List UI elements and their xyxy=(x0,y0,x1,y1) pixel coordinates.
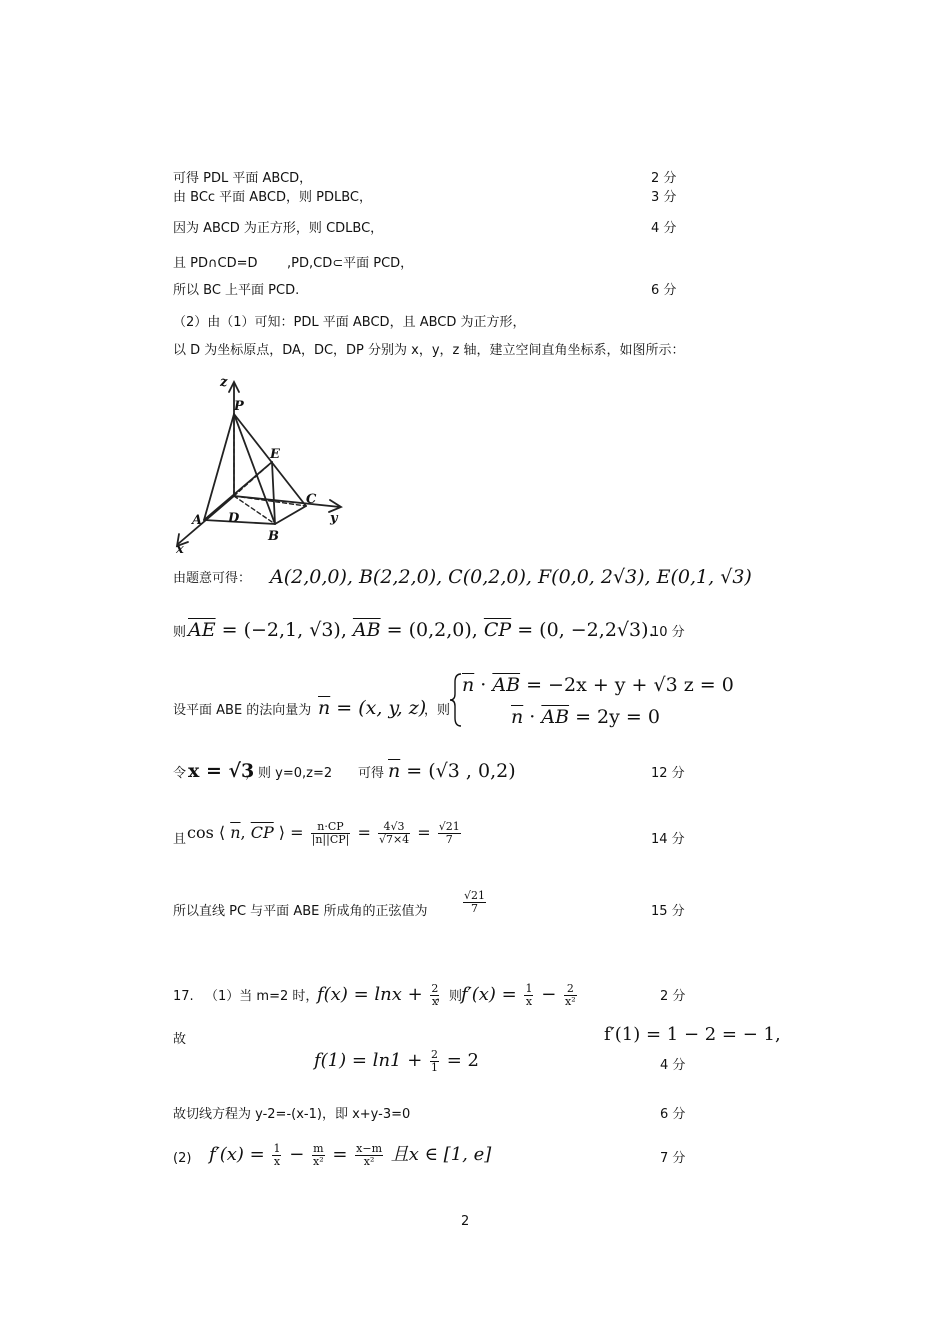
label-p: P xyxy=(234,399,244,414)
sine-value: $\frac{√21}{7}$ xyxy=(464,888,486,915)
vector-cp: $\overline{CP}$ xyxy=(483,619,512,641)
page-number: 2 xyxy=(461,1214,470,1229)
score-4: 4 分 xyxy=(651,221,677,236)
sine-conclusion: 所以直线 PC 与平面 ABE 所成角的正弦值为 xyxy=(173,904,428,919)
label-e: E xyxy=(270,447,280,462)
obtain-label: 可得 xyxy=(358,766,385,781)
normal-then: ，则 xyxy=(424,703,451,718)
derivative-f: f′(x) = $\frac{1}{x}$ − $\frac{2}{\text{x²}}$ xyxy=(461,981,576,1008)
line-square: 因为 ABCD 为正方形，则 CDLBC， xyxy=(173,221,384,236)
label-a: A xyxy=(192,513,203,528)
label-d: D xyxy=(228,511,240,526)
part2-label: (2) xyxy=(173,1151,192,1166)
line-bc-perp-pcd: 所以 BC 上平面 PCD. xyxy=(173,283,300,298)
label-y: y xyxy=(330,511,338,526)
system-eq1: $\overline{n} \cdot \overline{AB} = -2x + y + √3$ z = 0 xyxy=(462,674,734,696)
system-brace xyxy=(449,672,463,728)
score-17-6: 6 分 xyxy=(660,1107,686,1122)
given-points-label: 由题意可得： xyxy=(173,571,252,586)
line-pd-perp-plane: 可得 PDL 平面 ABCD， xyxy=(173,171,313,186)
line-intersection-plane: ,PD,CD⊂平面 PCD， xyxy=(287,256,414,271)
let-then: ，则 y=0,z=2 xyxy=(245,766,333,781)
score-17-2: 2 分 xyxy=(660,989,686,1004)
label-c: C xyxy=(306,492,317,507)
problem-17-then: ，则 xyxy=(436,989,463,1004)
score-14: 14 分 xyxy=(651,832,685,847)
score-2: 2 分 xyxy=(651,171,677,186)
label-z: z xyxy=(220,375,228,390)
derivative-at-1: f′(1) = 1 − 2 = − 1, xyxy=(604,1024,781,1045)
problem-17-number: 17. xyxy=(173,989,194,1004)
part2-derivative: f′(x) = $\frac{1}{x}$ − $\frac{m}{\text{x²}}$ = $\frac{x-m}{\text{x²}}$ 且x ∈ [1, e] xyxy=(209,1141,492,1168)
label-x: x xyxy=(176,542,184,557)
score-17-7: 7 分 xyxy=(660,1151,686,1166)
score-10: 10 分 xyxy=(651,625,685,640)
vector-ab: $\overline{AB}$ xyxy=(352,619,381,641)
function-f: f(x) = lnx + $\frac{2}{x}$ xyxy=(317,981,439,1008)
vectors-expression: $\overline{AE} = (-2,1$, √3), $\overline{AB} = (0,2,0)$, $\overline{CP} = (0$, −2,2√3). xyxy=(188,619,655,641)
score-6: 6 分 xyxy=(651,283,677,298)
edge-pb xyxy=(234,414,275,524)
therefore-label: 故 xyxy=(173,1032,187,1047)
score-12: 12 分 xyxy=(651,766,685,781)
given-points: A(2,0,0), B(2,2,0), C(0,2,0), F(0,0, 2√3), E(0,1, √3) xyxy=(270,566,752,588)
edge-dc xyxy=(234,496,306,506)
pyramid-figure xyxy=(168,372,353,557)
line-bc-in-plane: 由 BCc 平面 ABCD，则 PDLBC， xyxy=(173,190,372,205)
system-eq2: $\overline{n} \cdot \overline{AB} = 2y = 0$ xyxy=(511,706,660,728)
normal-vector-label: 设平面 ABE 的法向量为 xyxy=(173,703,312,718)
score-3: 3 分 xyxy=(651,190,677,205)
cos-expression: cos ⟨ $\overline{n}$, $\overline{CP}$ ⟩ = $\frac{n\cdot CP}{|n||CP|}$ = $\frac{4√3}{√7\times 4}$ = $\frac{√21}{7}$ xyxy=(187,820,460,846)
part2-intro: （2）由（1）可知：PDL 平面 ABCD，且 ABCD 为正方形， xyxy=(173,315,526,330)
normal-vector: $\overline{n} = (x$, y, z) xyxy=(318,697,427,719)
tangent-line: 故切线方程为 y-2=-(x-1)，即 x+y-3=0 xyxy=(173,1107,411,1122)
edge-ab xyxy=(204,520,275,524)
cos-prefix: 且 xyxy=(173,832,187,847)
score-17-4: 4 分 xyxy=(660,1058,686,1073)
score-15: 15 分 xyxy=(651,904,685,919)
problem-17-part1: （1）当 m=2 时， xyxy=(205,989,319,1004)
edge-pa xyxy=(204,414,234,520)
vectors-prefix: 则 xyxy=(173,625,187,640)
vector-ae: $\overline{AE}$ xyxy=(188,619,216,641)
f-at-1: f(1) = ln1 + $\frac{2}{1}$ = 2 xyxy=(314,1047,479,1074)
let-prefix: 令 xyxy=(173,766,187,781)
label-b: B xyxy=(268,529,279,544)
let-x: x = √3 xyxy=(188,760,255,782)
edge-bc xyxy=(275,506,306,524)
normal-result: $\overline{n} = (√3$ , 0,2) xyxy=(388,760,516,782)
line-intersection: 且 PD∩CD=D xyxy=(173,256,258,271)
coordinate-system-text: 以 D 为坐标原点，DA，DC，DP 分别为 x，y，z 轴，建立空间直角坐标系，如图所示： xyxy=(173,343,685,358)
